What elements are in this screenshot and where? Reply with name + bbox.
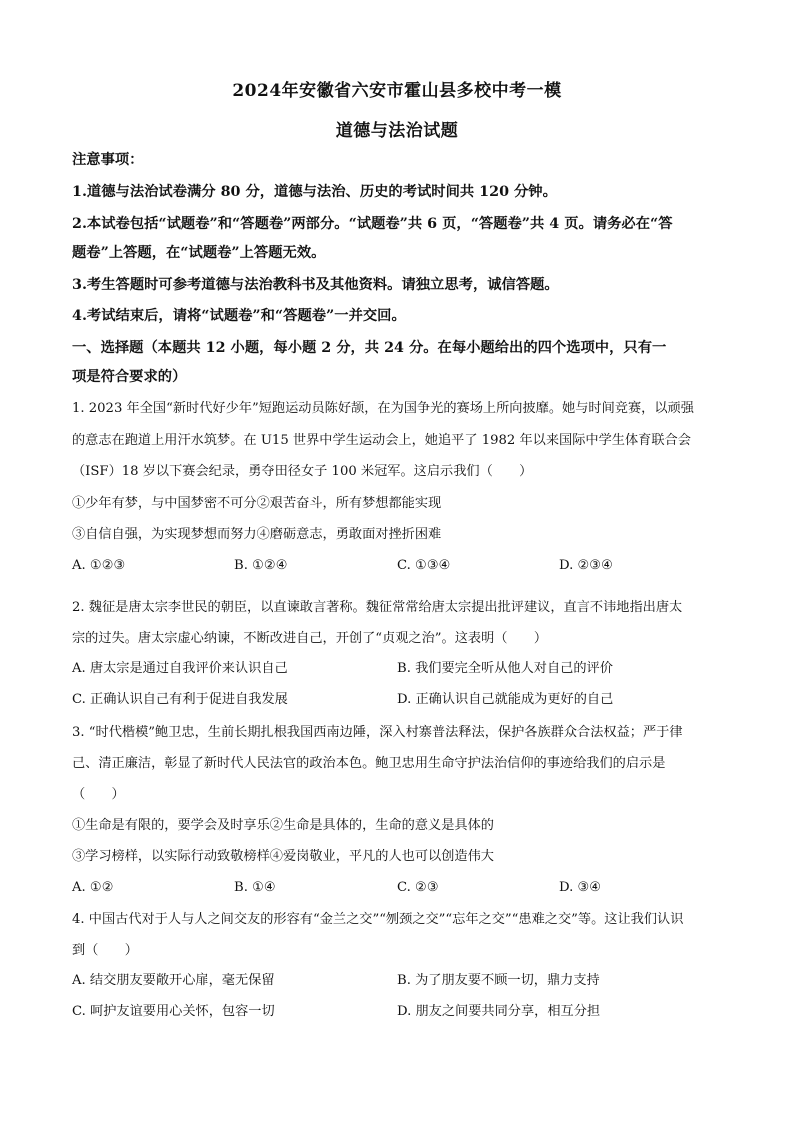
question-3-text: 3. “时代楷模”鲍卫忠，生前长期扎根我国西南边陲，深入村寨普法释法，保护各族群众合法权益；严于律 xyxy=(72,725,683,740)
question-1-text: （ISF）18 岁以下赛会纪录，勇夺田径女子 100 米冠军。这启示我们（ ） xyxy=(72,464,533,479)
question-1-text: 1. 2023 年全国“新时代好少年”短跑运动员陈好颉，在为国争光的赛场上所向披靡。她与时间竞赛，以顽强 xyxy=(72,401,694,416)
question-4-option-d: D. 朋友之间要共同分享，相互分担 xyxy=(397,1004,601,1019)
question-1-statement: ③自信自强，为实现梦想而努力④磨砺意志，勇敢面对挫折困难 xyxy=(72,527,442,542)
question-2-option-d: D. 正确认识自己就能成为更好的自己 xyxy=(397,692,614,707)
question-4-option-b: B. 为了朋友要不顾一切，鼎力支持 xyxy=(397,973,600,988)
question-4-option-a: A. 结交朋友要敞开心扉，毫无保留 xyxy=(72,973,275,988)
section-heading: 项是符合要求的） xyxy=(72,369,187,385)
question-1-option-b: B. ①②④ xyxy=(234,558,288,573)
question-3-statement: ③学习榜样，以实际行动致敬榜样④爱岗敬业，平凡的人也可以创造伟大 xyxy=(72,849,494,864)
question-2-option-b: B. 我们要完全听从他人对自己的评价 xyxy=(397,661,613,676)
question-4-text: 4. 中国古代对于人与人之间交友的形容有“金兰之交”“刎颈之交”“忘年之交”“患难之交”等。这让我们认识 xyxy=(72,912,684,927)
question-4-text: 到（ ） xyxy=(72,943,138,958)
notice-line: 4.考试结束后，请将“试题卷”和“答题卷”一并交回。 xyxy=(72,308,406,324)
section-heading: 一、选择题（本题共 12 小题，每小题 2 分，共 24 分。在每小题给出的四个选项中，只有一 xyxy=(72,340,667,356)
question-3-text: （ ） xyxy=(72,787,125,802)
notice-heading: 注意事项： xyxy=(72,152,144,168)
question-3-statement: ①生命是有限的，要学会及时享乐②生命是具体的，生命的意义是具体的 xyxy=(72,818,494,833)
question-1-option-a: A. ①②③ xyxy=(72,558,126,573)
question-3-text: 己、清正廉洁，彰显了新时代人民法官的政治本色。鲍卫忠用生命守护法治信仰的事迹给我们的启示是 xyxy=(72,756,666,771)
question-1-option-d: D. ②③④ xyxy=(559,558,613,573)
question-1-statement: ①少年有梦，与中国梦密不可分②艰苦奋斗，所有梦想都能实现 xyxy=(72,496,442,511)
question-2-option-c: C. 正确认识自己有利于促进自我发展 xyxy=(72,692,288,707)
question-2-text: 2. 魏征是唐太宗李世民的朝臣，以直谏敢言著称。魏征常常给唐太宗提出批评建议，直言不讳地指出唐太 xyxy=(72,600,683,615)
question-2-option-a: A. 唐太宗是通过自我评价来认识自己 xyxy=(72,661,288,676)
notice-line: 1.道德与法治试卷满分 80 分，道德与法治、历史的考试时间共 120 分钟。 xyxy=(72,184,557,200)
exam-subtitle: 道德与法治试题 xyxy=(335,121,459,141)
question-1-option-c: C. ①③④ xyxy=(397,558,451,573)
question-4-option-c: C. 呵护友谊要用心关怀，包容一切 xyxy=(72,1004,275,1019)
question-1-text: 的意志在跑道上用汗水筑梦。在 U15 世界中学生运动会上，她追平了 1982 年以来国际中学生体育联合会 xyxy=(72,433,691,448)
question-3-option-d: D. ③④ xyxy=(559,880,602,895)
question-3-option-b: B. ①④ xyxy=(234,880,276,895)
question-2-text: 宗的过失。唐太宗虚心纳谏，不断改进自己，开创了“贞观之治”。这表明（ ） xyxy=(72,631,548,646)
notice-line: 2.本试卷包括“试题卷”和“答题卷”两部分。“试题卷”共 6 页，“答题卷”共 4 页。请务必在“答 xyxy=(72,216,673,232)
exam-title: 2024年安徽省六安市霍山县多校中考一模 xyxy=(232,81,562,101)
question-3-option-a: A. ①② xyxy=(72,880,114,895)
notice-line: 3.考生答题时可参考道德与法治教科书及其他资料。请独立思考，诚信答题。 xyxy=(72,277,559,293)
notice-line: 题卷”上答题，在“试题卷”上答题无效。 xyxy=(72,245,326,261)
question-3-option-c: C. ②③ xyxy=(397,880,439,895)
